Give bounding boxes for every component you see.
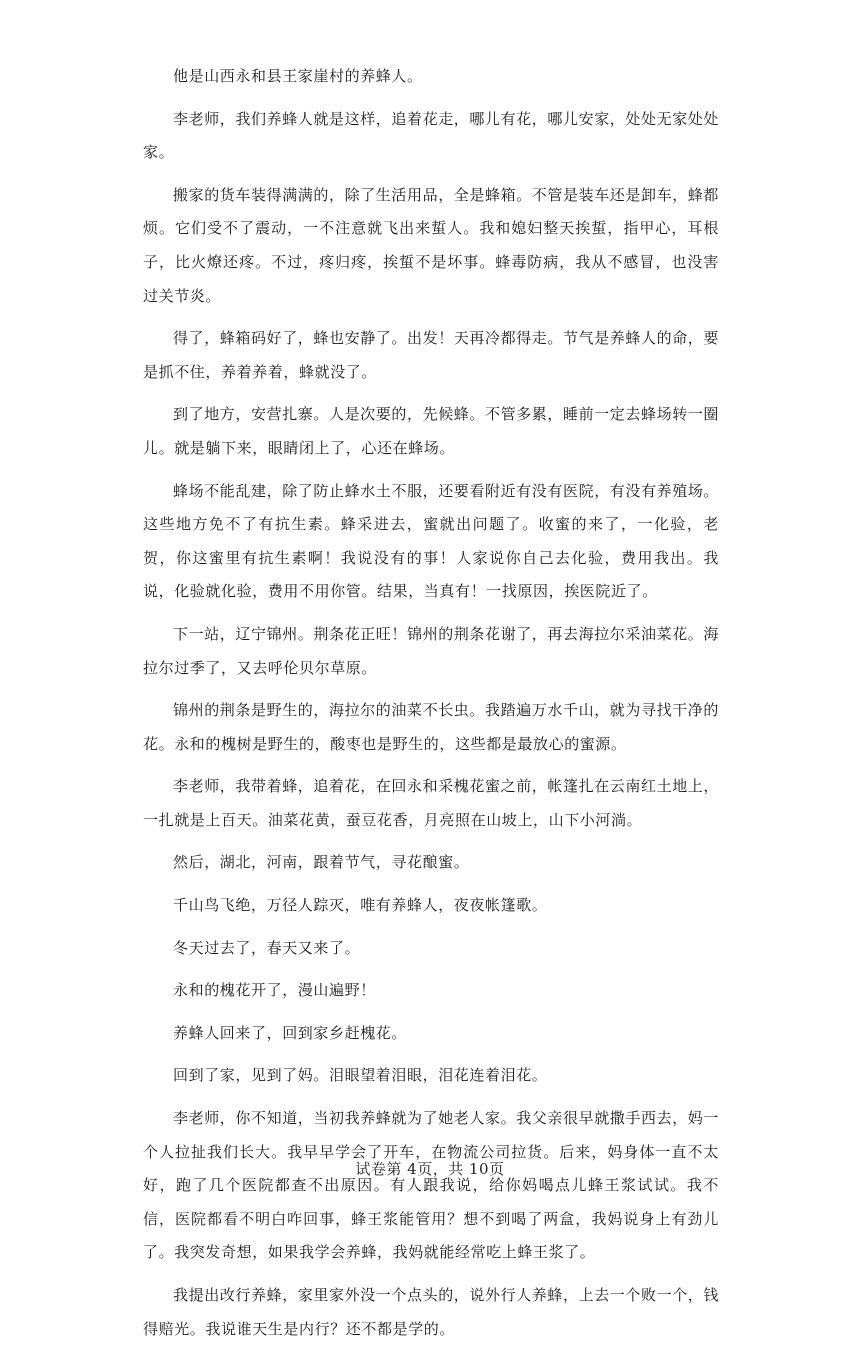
paragraph: 锦州的荆条是野生的，海拉尔的油菜不长虫。我踏遍万水千山，就为寻找干净的花。永和的槐树是野生的，酸枣也是野生的，这些都是最放心的蜜源。: [143, 701, 720, 753]
paragraph: 到了地方，安营扎寨。人是次要的，先候蜂。不管多累，睡前一定去蜂场转一圈儿。就是躺下来，眼睛闭上了，心还在蜂场。: [143, 405, 720, 457]
paragraph: 得了，蜂箱码好了，蜂也安静了。出发！天再冷都得走。节气是养蜂人的命，要是抓不住，养着养着，蜂就没了。: [143, 329, 720, 381]
paragraph: 然后，湖北，河南，跟着节气，寻花酿蜜。: [173, 853, 470, 872]
paragraph: 回到了家，见到了妈。泪眼望着泪眼，泪花连着泪花。: [173, 1066, 548, 1085]
paragraph: 永和的槐花开了，漫山遍野！: [173, 981, 376, 1000]
paragraph: 蜂场不能乱建，除了防止蜂水土不服，还要看附近有没有医院，有没有养殖场。这些地方免不了有抗生素。蜂采进去，蜜就出问题了。收蜜的来了，一化验，老贺，你这蜜里有抗生素啊！我说没有的事！人家说你自己去化验，费用我出。我说，化验就化验，费用不用你管。结果，当真有！一找原因，挨医院近了。: [143, 481, 720, 601]
paragraph: 李老师，我带着蜂，追着花，在回永和采槐花蜜之前，帐篷扎在云南红土地上，一扎就是上百天。油菜花黄，蚕豆花香，月亮照在山坡上，山下小河淌。: [143, 777, 720, 829]
paragraph: 李老师，你不知道，当初我养蜂就为了她老人家。我父亲很早就撒手西去，妈一个人拉扯我们长大。我早早学会了开车，在物流公司拉货。后来，妈身体一直不太好，跑了几个医院都查不出原因。有人跟我说，给你妈喝点儿蜂王浆试试。我不信，医院都看不明白咋回事，蜂王浆能管用？想不到喝了两盒，我妈说身上有劲儿了。我突发奇想，如果我学会养蜂，我妈就能经常吃上蜂王浆了。: [143, 1109, 720, 1262]
paragraph: 搬家的货车装得满满的，除了生活用品，全是蜂箱。不管是装车还是卸车，蜂都烦。它们受不了震动，一不注意就飞出来蜇人。我和媳妇整天挨蜇，指甲心，耳根子，比火燎还疼。不过，疼归疼，挨蜇不是坏事。蜂毒防病，我从不感冒，也没害过关节炎。: [143, 185, 720, 305]
paragraph: 我提出改行养蜂，家里家外没一个点头的，说外行人养蜂，上去一个败一个，钱得赔光。我说谁天生是内行？还不都是学的。: [143, 1286, 720, 1338]
paragraph: 冬天过去了，春天又来了。: [173, 938, 361, 957]
paragraph: 李老师，我们养蜂人就是这样，追着花走，哪儿有花，哪儿安家，处处无家处处家。: [143, 109, 720, 162]
paragraph: 千山鸟飞绝，万径人踪灭，唯有养蜂人，夜夜帐篷歌。: [173, 896, 548, 915]
paragraph: 下一站，辽宁锦州。荆条花正旺！锦州的荆条花谢了，再去海拉尔采油菜花。海拉尔过季了，又去呼伦贝尔草原。: [143, 624, 720, 677]
paragraph: 他是山西永和县王家崖村的养蜂人。: [173, 67, 423, 85]
page-footer: 试卷第 4页，共 10页: [355, 1160, 505, 1178]
paragraph: 养蜂人回来了，回到家乡赶槐花。: [173, 1023, 408, 1042]
